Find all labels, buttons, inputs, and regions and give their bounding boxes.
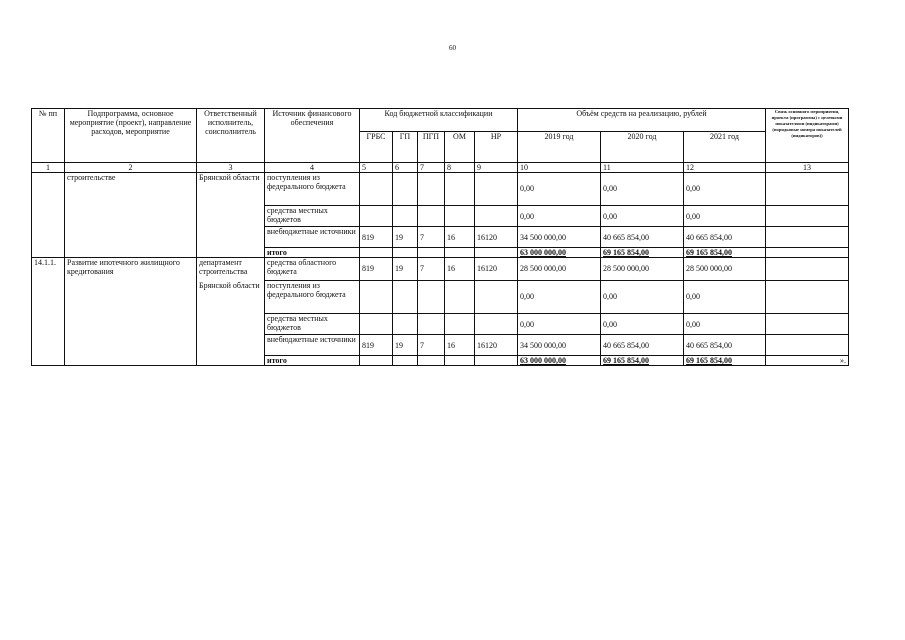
header-source: Источник финансового обеспечения [265,109,360,163]
value-2021: 0,00 [684,173,766,206]
np-cell [475,356,518,366]
col-number: 9 [475,163,518,173]
np-cell [475,173,518,206]
grbs-cell: 819 [360,258,393,281]
col-number: 8 [445,163,475,173]
om-cell [445,248,475,258]
source-cell: поступления из федерального бюджета [265,281,360,314]
link-cell [766,258,849,281]
col-number: 7 [418,163,445,173]
value-2019: 28 500 000,00 [518,258,601,281]
om-cell [445,314,475,335]
gp-cell [393,356,418,366]
grbs-cell [360,281,393,314]
value-2019: 0,00 [518,173,601,206]
header-om: ОМ [445,132,475,163]
total-2019: 63 000 000,00 [518,356,601,366]
grbs-cell: 819 [360,227,393,248]
pgp-cell: 7 [418,258,445,281]
pgp-cell [418,281,445,314]
grbs-cell: 819 [360,335,393,356]
col-number: 10 [518,163,601,173]
source-cell: итого [265,356,360,366]
gp-cell: 19 [393,227,418,248]
value-2020: 28 500 000,00 [601,258,684,281]
value-2020: 0,00 [601,314,684,335]
np-cell [475,248,518,258]
source-cell: внебюджетные источники [265,227,360,248]
grbs-cell [360,356,393,366]
col-number: 11 [601,163,684,173]
total-2020: 69 165 854,00 [601,356,684,366]
gp-cell: 19 [393,335,418,356]
om-cell: 16 [445,227,475,248]
budget-table [31,108,849,366]
grbs-cell [360,173,393,206]
source-cell: средства местных бюджетов [265,206,360,227]
gp-cell [393,173,418,206]
gp-cell: 19 [393,258,418,281]
header-link: Связь основного мероприятия, проекта (программы) с целевыми показателями (индикаторами) (порядковые номера показателей (индикаторов)) [766,109,849,163]
link-cell [766,281,849,314]
om-cell [445,281,475,314]
np-cell [475,281,518,314]
grbs-cell [360,314,393,335]
value-2021: 0,00 [684,206,766,227]
header-grbs: ГРБС [360,132,393,163]
pgp-cell [418,248,445,258]
header-volume: Объём средств на реализацию, рублей [518,109,766,132]
row-number [32,173,65,258]
program-cell: Развитие ипотечного жилищного кредитования [65,258,197,366]
header-pgp: ПГП [418,132,445,163]
table-row [32,258,849,281]
value-2020: 0,00 [601,173,684,206]
np-cell: 16120 [475,227,518,248]
grbs-cell [360,248,393,258]
pgp-cell [418,314,445,335]
page-number: 60 [449,44,456,52]
link-cell [766,206,849,227]
col-number: 12 [684,163,766,173]
column-numbers-row [32,163,849,173]
row-number: 14.1.1. [32,258,65,366]
source-cell: внебюджетные источники [265,335,360,356]
om-cell: 16 [445,335,475,356]
col-number: 1 [32,163,65,173]
closing-quote-mark: ». [766,356,849,366]
gp-cell [393,206,418,227]
link-cell [766,173,849,206]
link-cell [766,314,849,335]
col-number: 6 [393,163,418,173]
np-cell [475,314,518,335]
col-number: 2 [65,163,197,173]
source-cell: итого [265,248,360,258]
executor-cell: департамент строительства [197,258,265,281]
total-2020: 69 165 854,00 [601,248,684,258]
header-gp: ГП [393,132,418,163]
link-cell [766,335,849,356]
value-2019: 0,00 [518,281,601,314]
executor-cell: Брянской области [197,173,265,258]
header-np: НР [475,132,518,163]
value-2019: 34 500 000,00 [518,335,601,356]
om-cell [445,356,475,366]
om-cell [445,206,475,227]
np-cell [475,206,518,227]
value-2020: 40 665 854,00 [601,335,684,356]
gp-cell [393,248,418,258]
pgp-cell [418,173,445,206]
om-cell [445,173,475,206]
col-number: 13 [766,163,849,173]
header-2021: 2021 год [684,132,766,163]
link-cell [766,227,849,248]
value-2021: 28 500 000,00 [684,258,766,281]
total-2021: 69 165 854,00 [684,356,766,366]
pgp-cell [418,206,445,227]
header-program: Подпрограмма, основное мероприятие (проект), направление расходов, мероприятие [65,109,197,163]
source-cell: средства областного бюджета [265,258,360,281]
table-row [32,173,849,206]
om-cell: 16 [445,258,475,281]
total-2019: 63 000 000,00 [518,248,601,258]
pgp-cell: 7 [418,335,445,356]
value-2019: 0,00 [518,314,601,335]
value-2019: 0,00 [518,206,601,227]
np-cell: 16120 [475,258,518,281]
gp-cell [393,314,418,335]
header-no: № пп [32,109,65,163]
pgp-cell: 7 [418,227,445,248]
gp-cell [393,281,418,314]
value-2021: 0,00 [684,281,766,314]
source-cell: средства местных бюджетов [265,314,360,335]
header-executor: Ответственный исполнитель, соисполнитель [197,109,265,163]
value-2021: 40 665 854,00 [684,227,766,248]
source-cell: поступления из федерального бюджета [265,173,360,206]
value-2019: 34 500 000,00 [518,227,601,248]
value-2020: 0,00 [601,281,684,314]
executor-cell: Брянской области [197,281,265,366]
link-cell [766,248,849,258]
value-2021: 0,00 [684,314,766,335]
header-2020: 2020 год [601,132,684,163]
pgp-cell [418,356,445,366]
header-budget-code: Код бюджетной классификации [360,109,518,132]
col-number: 4 [265,163,360,173]
header-row-1 [32,109,849,132]
col-number: 5 [360,163,393,173]
col-number: 3 [197,163,265,173]
total-2021: 69 165 854,00 [684,248,766,258]
value-2021: 40 665 854,00 [684,335,766,356]
header-2019: 2019 год [518,132,601,163]
value-2020: 40 665 854,00 [601,227,684,248]
program-cell: строительстве [65,173,197,258]
np-cell: 16120 [475,335,518,356]
value-2020: 0,00 [601,206,684,227]
grbs-cell [360,206,393,227]
